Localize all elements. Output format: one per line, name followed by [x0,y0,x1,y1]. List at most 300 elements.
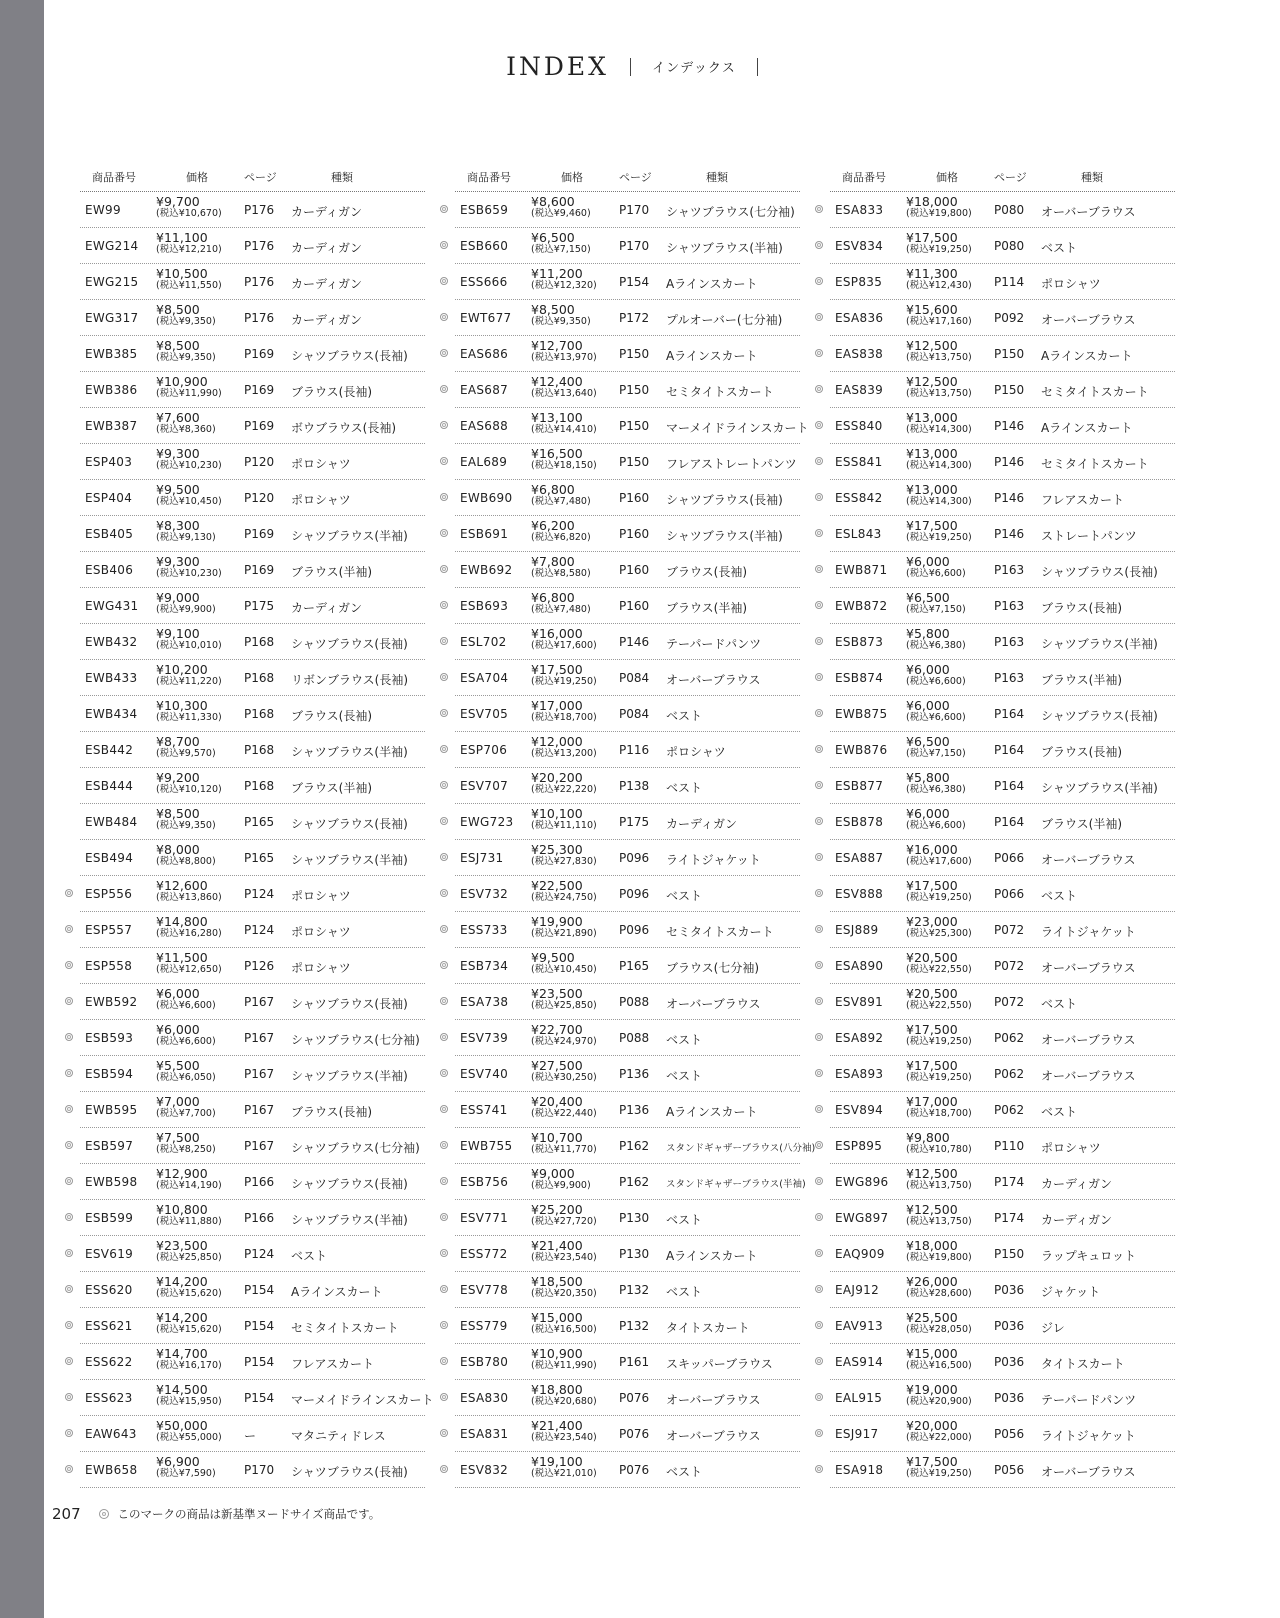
nude-size-mark-icon [65,1249,73,1257]
nude-size-mark-icon [815,205,823,213]
product-code: ESA887 [835,851,884,865]
price: ¥17,500 [906,518,958,533]
item-type: シャツブラウス(長袖) [291,817,408,831]
page-ref: P132 [619,1283,650,1297]
price-with-tax: (税込¥21,890) [531,928,597,939]
price: ¥10,900 [531,1346,583,1361]
table-row [830,1272,1175,1308]
item-type: ベスト [666,1033,703,1047]
page-ref: P167 [244,1103,275,1117]
price-with-tax: (税込¥16,280) [156,928,222,939]
page-ref: P164 [994,815,1025,829]
page-ref: P170 [619,239,650,253]
item-type: フレアストレートパンツ [666,457,797,471]
page-ref: P146 [994,455,1025,469]
price: ¥11,500 [156,950,208,965]
product-code: ESB873 [835,635,884,649]
price-with-tax: (税込¥6,380) [906,640,966,651]
item-type: シャツブラウス(半袖) [1041,637,1158,651]
price: ¥12,500 [906,338,958,353]
page-ref: P166 [244,1175,275,1189]
product-code: ESJ889 [835,923,879,937]
page-ref: P076 [619,1391,650,1405]
item-type: ジャケット [1041,1285,1101,1299]
price: ¥12,400 [531,374,583,389]
side-tab-bar [0,0,44,1618]
page-ref: P176 [244,239,275,253]
table-row [80,1416,425,1452]
product-code: EAL689 [460,455,508,469]
price-with-tax: (税込¥16,170) [156,1360,222,1371]
nude-size-mark-icon [440,709,448,717]
page-ref: P154 [244,1391,275,1405]
nude-size-mark-icon [815,1393,823,1401]
page-ref: P066 [994,887,1025,901]
page-footer [52,1505,380,1523]
price: ¥17,500 [906,1058,958,1073]
product-code: ESA836 [835,311,884,325]
page-ref: P167 [244,1139,275,1153]
item-type: ポロシャツ [291,925,351,939]
page-ref: P154 [619,275,650,289]
product-code: EWB484 [85,815,138,829]
table-row [455,264,800,300]
price-with-tax: (税込¥24,750) [531,892,597,903]
product-code: ESS841 [835,455,883,469]
nude-size-mark-icon [65,925,73,933]
product-code: EWB755 [460,1139,513,1153]
item-type: シャツブラウス(長袖) [666,493,783,507]
product-code: EAS914 [835,1355,884,1369]
product-code: EWG431 [85,599,139,613]
product-code: ESB405 [85,527,134,541]
price: ¥21,400 [531,1238,583,1253]
page-ref: P036 [994,1319,1025,1333]
page-ref: P056 [994,1427,1025,1441]
nude-size-mark-icon [815,853,823,861]
table-row [455,768,800,804]
table-row [830,732,1175,768]
table-row [830,408,1175,444]
price: ¥16,000 [531,626,583,641]
table-row [80,1056,425,1092]
nude-size-mark-icon [815,889,823,897]
page-ref: P116 [619,743,650,757]
product-code: ESS779 [460,1319,508,1333]
table-row [830,1308,1175,1344]
price: ¥7,500 [156,1130,200,1145]
table-row [80,840,425,876]
price-with-tax: (税込¥9,350) [156,316,216,327]
header-page: ページ [619,171,652,184]
price-with-tax: (税込¥8,250) [156,1144,216,1155]
table-row [830,588,1175,624]
page-ref: P146 [619,635,650,649]
price: ¥10,500 [156,266,208,281]
nude-size-mark-icon [440,961,448,969]
price-with-tax: (税込¥23,540) [531,1252,597,1263]
price-with-tax: (税込¥11,990) [156,388,222,399]
price: ¥16,500 [531,446,583,461]
item-type: ライトジャケット [1041,1429,1136,1443]
item-type: ストレートパンツ [1041,529,1137,543]
nude-size-mark-icon [815,349,823,357]
product-code: EWG723 [460,815,514,829]
product-code: ESV619 [85,1247,134,1261]
product-code: EWB598 [85,1175,138,1189]
item-type: シャツブラウス(半袖) [291,745,408,759]
nude-size-mark-icon [815,277,823,285]
table-header [80,165,425,192]
item-type: ベスト [291,1249,328,1263]
header-price: 価格 [561,171,583,184]
nude-size-mark-icon [440,457,448,465]
product-code: ESS620 [85,1283,133,1297]
price: ¥11,300 [906,266,958,281]
product-code: ESV732 [460,887,509,901]
header-code: 商品番号 [467,171,511,184]
price-with-tax: (税込¥55,000) [156,1432,222,1443]
nude-size-mark-icon [815,241,823,249]
price: ¥10,200 [156,662,208,677]
price: ¥17,500 [906,878,958,893]
nude-size-mark-icon [440,1033,448,1041]
title-divider-left [630,58,631,76]
product-code: ESV707 [460,779,509,793]
nude-size-mark-icon [815,1465,823,1473]
price-with-tax: (税込¥22,550) [906,964,972,975]
nude-size-mark-icon [440,529,448,537]
price: ¥12,500 [906,1166,958,1181]
price-with-tax: (税込¥7,700) [156,1108,216,1119]
price-with-tax: (税込¥6,050) [156,1072,216,1083]
product-code: ESS623 [85,1391,133,1405]
nude-size-mark-icon [440,925,448,933]
item-type: カーディガン [1041,1213,1113,1227]
nude-size-mark-icon [99,1509,109,1519]
table-row [830,1452,1175,1488]
product-code: EWB386 [85,383,138,397]
nude-size-mark-icon [440,997,448,1005]
item-type: テーパードパンツ [1041,1393,1137,1407]
nude-size-mark-icon [440,889,448,897]
nude-size-mark-icon [440,673,448,681]
product-code: EAV913 [835,1319,883,1333]
price-with-tax: (税込¥19,250) [906,1468,972,1479]
item-type: ベスト [1041,997,1078,1011]
item-type: ポロシャツ [291,961,351,975]
price-with-tax: (税込¥22,440) [531,1108,597,1119]
product-code: EWB434 [85,707,138,721]
page-ref: P176 [244,203,275,217]
price: ¥8,000 [156,842,200,857]
nude-size-mark-icon [440,385,448,393]
title-japanese: インデックス [652,61,736,76]
page-ref: P150 [619,419,650,433]
nude-size-mark-icon [440,745,448,753]
title-divider-right [757,58,758,76]
nude-size-mark-icon [440,1249,448,1257]
price: ¥15,000 [906,1346,958,1361]
product-code: EWG896 [835,1175,889,1189]
price-with-tax: (税込¥19,250) [906,1036,972,1047]
price: ¥26,000 [906,1274,958,1289]
table-row [830,1128,1175,1164]
table-row [455,552,800,588]
page-ref: P076 [619,1463,650,1477]
item-type: オーバーブラウス [1041,313,1136,327]
price: ¥18,000 [906,194,958,209]
item-type: シャツブラウス(半袖) [291,853,408,867]
item-type: ブラウス(七分袖) [666,961,760,975]
product-code: ESB593 [85,1031,134,1045]
price: ¥8,500 [531,302,575,317]
price: ¥11,100 [156,230,208,245]
table-row [830,804,1175,840]
price-with-tax: (税込¥18,150) [531,460,597,471]
product-code: ESP557 [85,923,133,937]
table-row [830,516,1175,552]
price-with-tax: (税込¥18,700) [531,712,597,723]
price: ¥16,000 [906,842,958,857]
item-type: マーメイドラインスカート [666,421,809,435]
item-type: シャツブラウス(長袖) [1041,709,1158,723]
price: ¥13,100 [531,410,583,425]
price-with-tax: (税込¥9,350) [156,352,216,363]
price: ¥10,800 [156,1202,208,1217]
item-type: カーディガン [291,205,363,219]
product-code: EWB433 [85,671,138,685]
nude-size-mark-icon [815,565,823,573]
price-with-tax: (税込¥19,250) [906,244,972,255]
price: ¥6,000 [906,698,950,713]
table-row [830,912,1175,948]
item-type: リボンブラウス(長袖) [291,673,409,687]
page-ref: P130 [619,1211,650,1225]
price: ¥12,500 [906,374,958,389]
item-type: オーバーブラウス [666,673,761,687]
nude-size-mark-icon [440,637,448,645]
table-row [455,516,800,552]
product-code: ESL702 [460,635,507,649]
table-row [830,372,1175,408]
table-row [80,1452,425,1488]
nude-size-mark-icon [440,1285,448,1293]
page-ref: P175 [619,815,650,829]
product-code: ESB599 [85,1211,134,1225]
item-type: ベスト [666,1285,703,1299]
item-type: カーディガン [1041,1177,1113,1191]
table-header [455,165,800,192]
table-row [830,624,1175,660]
price: ¥23,500 [531,986,583,1001]
price-with-tax: (税込¥18,700) [906,1108,972,1119]
page-ref: P162 [619,1175,650,1189]
product-code: ESB406 [85,563,134,577]
product-code: ESA704 [460,671,509,685]
product-code: EWB872 [835,599,888,613]
item-type: カーディガン [291,601,363,615]
price-with-tax: (税込¥10,450) [156,496,222,507]
price-with-tax: (税込¥15,620) [156,1324,222,1335]
item-type: ブラウス(半袖) [291,565,373,579]
nude-size-mark-icon [440,853,448,861]
item-type: シャツブラウス(半袖) [666,529,783,543]
page-ref: P166 [244,1211,275,1225]
page-ref: P162 [619,1139,650,1153]
price-with-tax: (税込¥7,590) [156,1468,216,1479]
price-with-tax: (税込¥13,860) [156,892,222,903]
table-row [455,372,800,408]
price-with-tax: (税込¥10,670) [156,208,222,219]
price-with-tax: (税込¥19,800) [906,1252,972,1263]
item-type: オーバーブラウス [1041,1033,1136,1047]
table-row [830,1164,1175,1200]
nude-size-mark-icon [440,1069,448,1077]
price-with-tax: (税込¥11,990) [531,1360,597,1371]
price-with-tax: (税込¥25,850) [531,1000,597,1011]
page-ref: P126 [244,959,275,973]
price: ¥13,000 [906,410,958,425]
product-code: ESS772 [460,1247,508,1261]
item-type: ジレ [1041,1321,1065,1335]
table-row [455,1128,816,1164]
page-ref: P169 [244,419,275,433]
table-row [830,300,1175,336]
table-row [80,624,425,660]
item-type: ラップキュロット [1041,1249,1137,1263]
table-row [455,624,800,660]
item-type: オーバーブラウス [1041,205,1136,219]
item-type: オーバーブラウス [1041,1465,1136,1479]
price-with-tax: (税込¥6,600) [906,712,966,723]
nude-size-mark-icon [815,1033,823,1041]
item-type: シャツブラウス(半袖) [291,1213,408,1227]
price-with-tax: (税込¥19,250) [906,532,972,543]
item-type: シャツブラウス(長袖) [291,1465,408,1479]
price-with-tax: (税込¥6,600) [906,820,966,831]
price: ¥17,000 [906,1094,958,1109]
price-with-tax: (税込¥15,950) [156,1396,222,1407]
page-ref: P150 [619,455,650,469]
item-type: Aラインスカート [291,1285,383,1299]
table-row [455,840,800,876]
item-type: ベスト [666,889,703,903]
nude-size-mark-icon [815,1177,823,1185]
price: ¥25,500 [906,1310,958,1325]
table-row [830,264,1175,300]
item-type: シャツブラウス(長袖) [291,637,408,651]
table-row [455,1092,800,1128]
table-row [80,804,425,840]
price: ¥20,000 [906,1418,958,1433]
price: ¥17,500 [906,230,958,245]
table-row [830,1344,1175,1380]
table-row [455,1344,800,1380]
price-with-tax: (税込¥11,220) [156,676,222,687]
page-ref: P062 [994,1067,1025,1081]
product-code: ESB659 [460,203,509,217]
page-ref: P161 [619,1355,650,1369]
price: ¥25,200 [531,1202,583,1217]
price-with-tax: (税込¥6,600) [156,1036,216,1047]
price: ¥13,000 [906,482,958,497]
product-code: EWB692 [460,563,513,577]
price-with-tax: (税込¥8,800) [156,856,216,867]
product-code: EAS839 [835,383,884,397]
price: ¥18,500 [531,1274,583,1289]
table-row [80,336,425,372]
nude-size-mark-icon [440,565,448,573]
price-with-tax: (税込¥24,970) [531,1036,597,1047]
product-code: ESS622 [85,1355,133,1369]
table-row [80,516,425,552]
page-ref: P076 [619,1427,650,1441]
price: ¥20,400 [531,1094,583,1109]
page-ref: P146 [994,419,1025,433]
price-with-tax: (税込¥11,550) [156,280,222,291]
price-with-tax: (税込¥10,010) [156,640,222,651]
nude-size-mark-icon [65,1213,73,1221]
title-english: INDEX [506,52,609,81]
price: ¥15,000 [531,1310,583,1325]
item-type: ブラウス(長袖) [291,709,373,723]
product-code: ESB660 [460,239,509,253]
price-with-tax: (税込¥22,550) [906,1000,972,1011]
nude-size-mark-icon [815,1141,823,1149]
product-code: ESV778 [460,1283,509,1297]
table-row [80,1380,434,1416]
page-ref: P169 [244,563,275,577]
table-row [80,1092,425,1128]
nude-size-mark-icon [65,1321,73,1329]
price-with-tax: (税込¥16,500) [531,1324,597,1335]
product-code: EWG317 [85,311,139,325]
page-title [0,52,1280,81]
table-row [80,876,425,912]
nude-size-mark-icon [440,601,448,609]
price: ¥13,000 [906,446,958,461]
item-type: シャツブラウス(半袖) [1041,781,1158,795]
product-code: ESP404 [85,491,133,505]
table-row [830,660,1175,696]
nude-size-mark-icon [440,1177,448,1185]
nude-size-mark-icon [815,1069,823,1077]
nude-size-mark-icon [815,745,823,753]
item-type: ライトジャケット [666,853,761,867]
item-type: ブラウス(半袖) [1041,817,1123,831]
item-type: Aラインスカート [1041,349,1133,363]
price: ¥5,800 [906,626,950,641]
price: ¥6,900 [156,1454,200,1469]
price: ¥17,500 [906,1454,958,1469]
page-ref: P088 [619,1031,650,1045]
product-code: ESB734 [460,959,509,973]
table-row [455,300,800,336]
table-row [455,1056,800,1092]
price-with-tax: (税込¥14,300) [906,424,972,435]
price: ¥12,700 [531,338,583,353]
product-code: ESL843 [835,527,882,541]
price: ¥23,500 [156,1238,208,1253]
price: ¥8,500 [156,302,200,317]
price: ¥5,800 [906,770,950,785]
table-row [455,696,800,732]
table-row [455,876,800,912]
page-ref: P072 [994,923,1025,937]
product-code: ESV832 [460,1463,509,1477]
page-ref: P092 [994,311,1025,325]
